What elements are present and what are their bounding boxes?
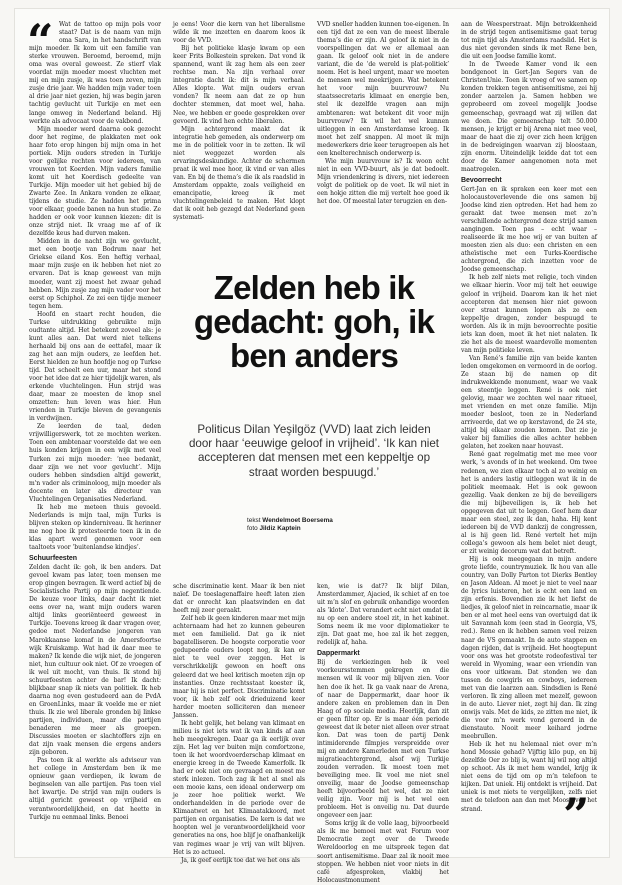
body-paragraph: sche discriminatie kent. Maar ik ben niet naïef. De toeslagenaffaire heeft laten zien dat er onrecht kan plaatsvinden en dat heeft mij zeer geraakt. — [173, 583, 305, 615]
writer-name: Wendelmoet Boersema — [262, 517, 333, 524]
magazine-page — [14, 8, 610, 884]
body-paragraph: Zelf heb ik geen kinderen maar met mijn achternaam had het zo kunnen gebeuren met een familielid. Dat ga ik niet bagatelliseren. De hoogste corporatie voor gedupeerde ouders loopt nog, ik kan er niet te veel over zeggen. Het is verschrikkelijk gewoon en hoeft ons geleerd dat we heel kritisch moeten zijn op instanties. Onze rechtsstaat koester ik, maar hij is niet perfect. Discriminatie komt voor, ik heb zelf ook drieduizend keer harder moeten solliciteren dan meneer Janssen. — [173, 615, 305, 719]
body-paragraph: Ze leerden de taal, deden vrijwilligerswerk, tot ze mochten werken. Toen een ambtenaar voorstelde dat we een huis konden krijgen in een wijk met veel Turken zei mijn moeder: ‘nee bedankt, daar zijn we net voor gevlucht’. Mijn ouders hebben sindsdien altijd gewerkt, m'n vader als criminoloog, mijn moeder als docente en later als directeur van Vluchtelingen Organisaties Nederland. — [29, 423, 161, 503]
photographer-name: Jildiz Kaptein — [259, 525, 301, 533]
body-paragraph: Ik hebt gelijk, het belang van klimaat en milieu is niet iets wat ik van kinds af aan heb meegekregen. Daar ga ik eerlijk over zijn. Het lag ver buiten mijn comfortzone, toen ik het woordvoerderschap klimaat en energie kreeg in de Tweede Kamerfolk. Ik had er ook niet om gevraagd en moest me sterk inlezen. Toch zag ik het al snel als een mooie kans, een ideaal onderwerp om je zeer hoe politiek werkt. We onderhandelden in de periode over de Klimaatwet en het Klimaatakkoord, met partijen en organisaties. De kern is dat we hoopten wel je verantwoordelijkheid voor generaties na ons, hoe blijf je onafhankelijk van regimes waar je vrij van wilt blijven. Het is zo actueel. — [173, 719, 305, 856]
column-4 — [461, 21, 597, 851]
headline: Zelden heb ik gedacht: goh, ik ben anders — [193, 269, 435, 374]
subheading-schuurfeesten: Schuurfeesten — [29, 555, 77, 563]
body-paragraph: Ja, ik geef eerlijk toe dat we het ons als — [181, 856, 300, 864]
body-paragraph: Pas toen ik al werkte als adviseur van het college in Amsterdam ben ik me opnieuw gaan verdiepen, ik kwam de beginselen van alle partijen. Pas toen viel het kwartje. De strijd van mijn ouders is altijd gericht geweest op vrijheid en verantwoordelijkheid, en dat heette in Turkije nu eenmaal links. Benoei — [29, 757, 161, 821]
column-2 — [173, 21, 305, 251]
body-paragraph: Ik heb me meteen thuis gevoeld. Nederlands is mijn taal, mijn Turks is blijven steken op kinderniveau. Ik herinner me nog hoe ik protesteerde toen ik in de klas apart werd genomen voor een taaltoets voor ‘buitenlandse kindjes’. — [29, 503, 161, 552]
body-paragraph: Hij is ook meegegaan in mijn andere grote liefde, countrymuziek. Ik hou van alle country, van Dolly Parton tot Dierks Bentley en Jason Aldean. Al moet je niet te veel naar de lyrics luisteren, het is echt een land en zijn erfenis. Bovendien zie ik het liefst de liedjes, ik geloof niet in reincarnatie, maar ik ben er al met heel eens van overtuigd dat ik uit Savannah kom (een stad in Georgia, VS, red.). Rene en ik hebben samen veel reizen naar de VS gemaakt. In de auto stappen en dagen rijden, dat is vrijheid. Het hoogtepunt voor ons was het grootste rodeofestival ter wereld in Wyoming, waar een vriendin van ons voor uitkwam. Dat stonden we dan tussen de cowgirls en cowboys, iedereen met van die laarzen aan. Sindsdien is René verloren. Ik zing alleen met mezelf, gewoon in de auto. Liever niet, zegt hij dan. Ik zing onwijs vals. Met de kids, ze zitten me niet, ik die voor m’n werk vond geroerd in de dienstauto. Nooit meer keihard jodrne meebrullen. — [461, 556, 597, 741]
column-6 — [317, 583, 449, 884]
body-paragraph: Gert-Jan en ik spraken een keer met een holocaustoverlevende die ons samen bij Joodse kind zien optreden. Het had hem zo geraakt dat twee mensen met zo’n verschillende achtergrond deze strijd samen aangingen. Toen pas – echt waar – realiseerde ik me hoe wij er van buiten af moesten zien als duo: een christen en een atheïstische met een Turks-Koerdische achtergrond, die zich inzetten voor de Joodse gemeenschap. — [461, 185, 597, 274]
column-5 — [173, 583, 305, 864]
subheading-bevoorrecht: Bevoorrecht — [461, 176, 502, 184]
closing-quote-mark: ” — [563, 788, 590, 842]
body-paragraph: Hoofd en staart recht houden, die Turkse uitdrukking gebruikte mijn oudtante altijd. Het betekent zoveel als: je kunt alles aan. Dat werd niet telkens herhaald bij ons aan de eettafel, maar ik zag het aan mijn ouders, ze leefden het. Eerst hielden ze hun hoofdje nog op Turkse tijd. Dat scheelt een uur, maar het stond voor het idee dat ze hier tijdelijk waren, als erkende vluchtelingen. Hun strijd was daar, maar ze moesten de knop snel omzetten: hun leven was hier. Hun vrienden in Turkije bleven de gevangenis in verdwijnen. — [29, 310, 161, 423]
photo-credit: foto Jildiz Kaptein — [247, 525, 301, 533]
intro-paragraph: Wat de tattoo op mijn pols voor staat? Dat is de naam van mijn oma Sara, in het handschrift van mijn moeder. Ik kom uit een familie van sterke vrouwen. Beroemd, beroemd, mijn oma was overal geweest. Ze stierf vlak voordat mijn moeder moest vluchten met mij en mijn zusje, ik was toen zeven, mijn zusje drie jaar. We hadden mijn vader toen al drie jaar niet gezien, hij was begin jaren tachtig gevlucht uit Turkije en met een lange omweg in Nederland beland. Hij werkte als advocaat voor de vakbond. — [29, 21, 161, 125]
body-paragraph: Mijn achtergrond maakt dat ik integratie heb gemeden, als onderwerp om me in de politiek voor in te zetten. Ik wil niet weggezet worden als ervaringsdeskundige. Achter de schermen praat ik wel mee hoor, ik vind er van alles van. En bij de thema’s die ik als raadslid in Amsterdam oppakte, zoals veiligheid en emancipatie, kreeg ik met vluchtelingenbeleid te maken. Het klopt dat ik ooit heb gezegd dat Nederland geen systemati- — [173, 125, 305, 222]
writer-credit: tekst Wendelmoet Boersema — [247, 517, 333, 524]
body-paragraph: aan de Weesperstraat. Mijn betrokkenheid in de strijd tegen antisemitisme gaat terug tot mijn tijd als Amsterdams raadslid. Het is dus niet gevonden sinds ik met Rene ben, die uit een Joodse familie komt. — [461, 21, 597, 61]
opening-quote-mark: “ — [27, 14, 54, 68]
body-paragraph: Heb ik het nu helemaal niet over m’n hond Mossie gehad? Vijftig kilo pup, en bij dezelfde Oer zo blij is, want hij wil nog altijd op schoot. Als ik met hem wandel, krijg ik niet eens de tijd om op m’n telefoon te kijken. Dat uniek. Hij ontdekt is vrijheid. Dat uniek is met niets te vergelijken, zelfs niet met de telefoon aan dan met Moos over het strand. — [461, 741, 597, 813]
body-paragraph: ken, wie is dat?? Ik blijf Dilan, Amsterdammer, Ajacied, ik schiet af en toe uit m’n slof en gebruik onhandige woorden als ‘klote’. Dat verandert echt niet omdat ik nu op een andere stoel zit, in het kabinet. Soms neem ik me voor diplomatieker te zijn. Dat gaat me, hoe zal ik het zeggen, redelijk af, haha. — [317, 583, 449, 647]
body-paragraph: VVD sneller hadden kunnen toe-eigenen. In een tijd dat ze een van de meest liberale thema’s die er zijn. Al geloof ik niet in de voorspellingen dat we er allemaal aan gaan. Ik geloof ook niet in de andere variant, die de ‘de wereld is plat-politiek’ noem. Het is heel urgent, maar we moeten de mensen wel meekrijgen. Wat betekent het voor mijn buurvrouw? Nu staatssecretaris klimaat en energie ben, stel ik dezelfde vragen aan mijn ambtenaren: wat betekent dit voor mijn buurvrouw? Ik wil het wel kunnen uitleggen in een Amsterdamse kroeg. Ik moet het zelf snappen. Al moet ik mijn medewerkers drie keer terugroepen als het een knelterechnisch onderwerp is. — [317, 21, 449, 157]
subheading-dappermarkt: Dappermarkt — [317, 650, 360, 658]
standfirst: Politicus Dilan Yeşilgöz (VVD) laat zich leiden door haar ‘eeuwige geloof in vrijheid’. ‘Ik kan niet accepteren dat mensen met een keppeltje op straat worden bespuugd.’ — [188, 423, 440, 479]
body-paragraph: René gaat regelmatig met me mee voor werk, 's avonds of in het weekend. Om twee redenen, we zien elkaar toch al zo weinig en het is anders lastig uitleggen wat ik in de politiek meemaak. Het is ook gewoon gezellig. Vaak denken ze bij de beveiligers die mij bijbeveiligen is, ik heb het opgegeven dat uit te leggen. Geef hem daar maar een steel, zeg ik dan, haha. Hij kent iedereen bij de VVD dankzij de congressen, al is hij geen lid. René vertelt het mijn collega’s gewoon als hem belet niet deugt, er zit weinig decorum wat dat betreft. — [461, 451, 597, 555]
credits — [247, 517, 407, 533]
body-paragraph: Bij de verkiezingen heb ik veel voorkeursstemmen gekregen en die mensen wil ik voor mij blijven zien. Voor hen doe ik het. Ik ga vaak naar de Arena, of naar de Dappermarkt, daar hoor ik andere zaken en problemen dan in Den Haag of op sociale media. Heerlijk, dan zit er geen filter op. Er is maar één periode geweest dat ik beter niet alleen over straat kon. Dat was toen de partij Denk intimiderende filmpjes verspreidde over mij en andere Kamerleden met een Turkse migratieachtergrond, alsof wij Turkije zouden verraden. Ik moest toen met beveiliging mee. Ik voel me niet snel onveilig, maar de Joodse gemeenschap heeft bijvoorbeeld het wel, dat ze niet veilig zijn. Voor mij is het wel een probleem. Het is onveilig nu. Dat duurde ongeveer een jaar. — [317, 659, 449, 820]
body-paragraph: Soms krijg ik de volle laag, bijvoorbeeld als ik me bemoei met wat Forum voor Democratie zegt over de Tweede Wereldoorlog en me uitspreek tegen dat soort antisemitisme. Daar zal ik nooit mee stoppen. We hebben niet voor niets in dit café afgesproken, vlakbij het Holocaustmonument — [317, 820, 449, 884]
column-1 — [27, 14, 161, 851]
body-paragraph: Zelden dacht ik: goh, ik ben anders. Dat gevoel kwam pas later, toen mensen me erop gingen bevragen. Ik werd actief bij de Socialistische Partij op mijn negentiende. De keuze voor links, daar dacht ik niet eens over na, want mijn ouders waren altijd links georiënteerd geweest in Turkije. Toevens kreeg ik daar vragen over, gedoe met Nederlandse jongeren van Marokkaanse komaf in de Amersfoortse wijk Kruiskamp. Wat had ik daar mee te maken? Ik kende die wijk niet, de jongeren niet, hun cultuur ook niet. Of ze vroegen of ik wel uit mocht, van thuis. Ik stond bij schuurfeesten achter de bar! Ik dacht: blijkbaar snap ik niets van politiek. Ik heb daarna nog even gestudeerd aan de PvdA en GroenLinks, maar ik voelde me er niet thuis. Ik zie wel liberale gronden bij linkse partijen, individuen, maar die partijen benaderen me meer als groepen. Discussies moeten er slachtoffers zijn en dat zijn vaak mensen die ergens anders zijn geboren. — [29, 564, 161, 757]
body-paragraph: je eens! Voor die kern van het liberalisme wilde ik me inzetten en daarom koos ik voor de VVD. — [173, 21, 305, 45]
body-paragraph: In de Tweede Kamer vond ik een bondgenoot in Gert-Jan Segers van de ChristenUnie. Toen ik vroeg of we samen op konden trekken tegen antisemitisme, zei hij zonder aarzelen ja. Samen hebben we geprobeerd om zoveel mogelijk Joodse gemeenschap, gevraagd wat zij willen dat we doen. Die gemeenschap telt 50.000 mensen, je krijgt er bij Arena niet mee veel, maar de haat die zij over zich heen krijgen in de bedreigingen waarvan zij bloostaan, zijn enorm. Uiteindelijk leidde dat tot een door de Kamer aangenomen nota met maatregelen. — [461, 61, 597, 173]
body-paragraph: Bij het politieke klasje kwam op een keer Frits Bolkestein spreken. Dat vond ik spannend, want ik zag hem als een zeer rechtse man. Na zijn verhaal over integratie dacht ik: dit is mijn verhaal. Alles klopte. Wat mijn ouders ervan vonden? Ik neem aan dat ze op hun dochter stemmen, dat moet wel, haha. Nee, we hebben er goede gesprekken over gevoerd. Ik vind hen echte liberalen. — [173, 45, 305, 125]
body-paragraph: Wie mijn buurvrouw is? Ik woon echt niet in een VVD-buurt, als je dat bedoelt. Mijn vriendenkring is divers, niet iedereen volgt de politiek op de voet. Ik wil niet in een hokje zitten die mij vertelt hoe goed ik het doe. Of meestal later terugzien en den- — [317, 157, 449, 206]
body-paragraph: Ik heb zelf niets met religie, toch vinden we elkaar hierin. Voor mij telt het eeuwige geloof in vrijheid. Daarom kan ik het niet accepteren dat mensen hier niet gewoon over straat kunnen lopen als ze een keppeltje dragen, zonder bespuugd te worden. Als ik in mijn bevoorrechte positie iets kan doen, moet ik het niet nalaten. Ik zie het als de meest waardevolle momenten van mijn politieke leven. — [461, 274, 597, 354]
column-3 — [317, 21, 449, 251]
body-paragraph: Van René’s familie zijn van beide kanten leden omgekomen en vermoord in de oorlog. Ze staan bij de namen op dit indrukwekkende monument, waar we vaak een steentje leggen. René is ook niet gelovig, maar we zochten wel naar ritueel, met vrienden en met onze familie. Mijn moeder besloot, toen ze in Nederland arriveerde, dat we op kerstavond, de 24 ste, altijd bij elkaar zouden komen. Dat zie je vaker bij families die alles achter hebben gelaten, het zoeken naar houvast. — [461, 354, 597, 451]
body-paragraph: Mijn moeder werd daarna ook gezocht door het regime, de plakkaten met ook haar foto erop hingen bij mijn oma in het portiek. Mijn ouders streden in Turkije voor gelijke rechten voor iedereen, van vrouwen tot Koerden. Mijn vaders familie komt uit het Koerdisch gedeelte van Turkije. Mijn moeder uit het gebied bij de Zwarte Zee. In Ankara vonden ze elkaar, tijdens de studie. Ze hadden het prima voor elkaar, goede banen na hun studie. Ze hadden er ook voor kunnen kiezen: dit is onze strijd niet. Ik vraag me af of ik dezelfde keus had durven maken. — [29, 125, 161, 238]
body-paragraph: Midden in de nacht zijn we gevlucht, met een bootje van Bodrum naar het Griekse eiland Kos. Een heftig verhaal, maar mijn zusje en ik hebben het niet zo ervaren. Dat is knap geweest van mijn moeder, want zij moest het zwaar gehad hebben. Mijn zusje zag mijn vader voor het eerst op Schiphol. Ze zei een tijdje meneer tegen hem. — [29, 238, 161, 310]
